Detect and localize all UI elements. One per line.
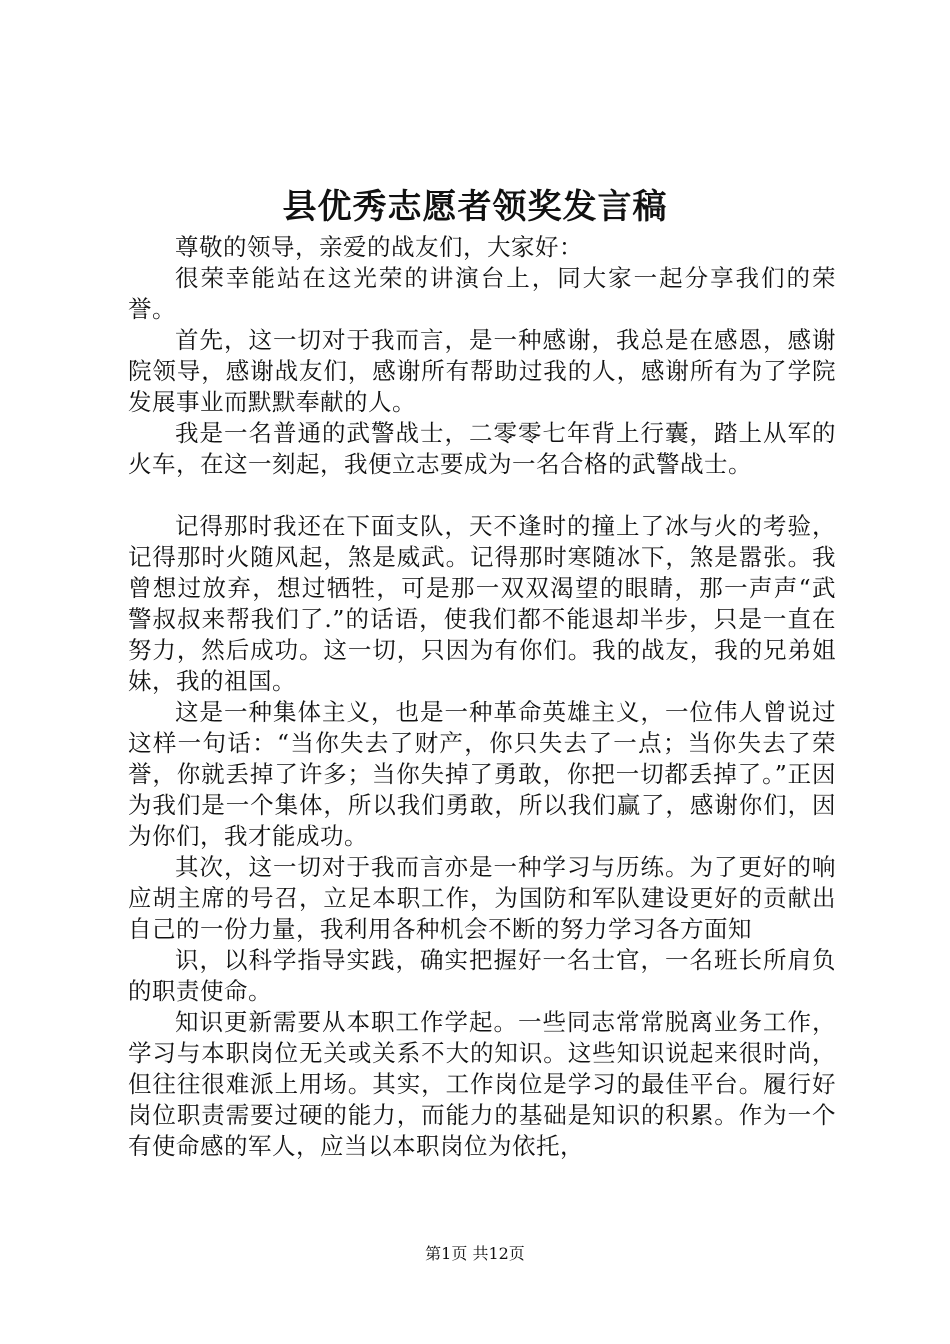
paragraph: 知识更新需要从本职工作学起。一些同志常常脱离业务工作，学习与本职岗位无关或关系不大的知识。这些知识说起来很时尚，但往往很难派上用场。其实，工作岗位是学习的最佳平台。履行好岗位职责需要过硬的能力，而能力的基础是知识的积累。作为一个有使命感的军人，应当以本职岗位为依托，: [128, 1008, 836, 1160]
paragraph: 识，以科学指导实践，确实把握好一名士官，一名班长所肩负的职责使命。: [128, 946, 836, 1005]
document-title: 县优秀志愿者领奖发言稿: [282, 187, 668, 227]
paragraph-greeting: 尊敬的领导，亲爱的战友们，大家好：: [175, 233, 583, 261]
paragraph: 很荣幸能站在这光荣的讲演台上，同大家一起分享我们的荣誉。: [128, 264, 836, 323]
page-footer: 第1页 共12页: [425, 1244, 525, 1263]
paragraph: 记得那时我还在下面支队，天不逢时的撞上了冰与火的考验，记得那时火随风起，煞是威武。记得那时寒随冰下，煞是嚣张。我曾想过放弃，想过牺牲，可是那一双双渴望的眼睛，那一声声“武警叔叔来帮我们了.”的话语，使我们都不能退却半步，只是一直在努力，然后成功。这一切，只因为有你们。我的战友，我的兄弟姐妹，我的祖国。: [128, 512, 836, 695]
paragraph: 其次，这一切对于我而言亦是一种学习与历练。为了更好的响应胡主席的号召，立足本职工作，为国防和军队建设更好的贡献出自己的一份力量，我利用各种机会不断的努力学习各方面知: [128, 853, 836, 943]
paragraph: 首先，这一切对于我而言，是一种感谢，我总是在感恩，感谢院领导，感谢战友们，感谢所有帮助过我的人，感谢所有为了学院发展事业而默默奉献的人。: [128, 326, 836, 416]
paragraph: 这是一种集体主义，也是一种革命英雄主义，一位伟人曾说过这样一句话：“当你失去了财产，你只失去了一点；当你失去了荣誉，你就丢掉了许多；当你失掉了勇敢，你把一切都丢掉了。”正因为我们是一个集体，所以我们勇敢，所以我们赢了，感谢你们，因为你们，我才能成功。: [128, 698, 836, 850]
paragraph: 我是一名普通的武警战士，二零零七年背上行囊，踏上从军的火车，在这一刻起，我便立志要成为一名合格的武警战士。: [128, 419, 836, 478]
document-body: [128, 232, 836, 1162]
